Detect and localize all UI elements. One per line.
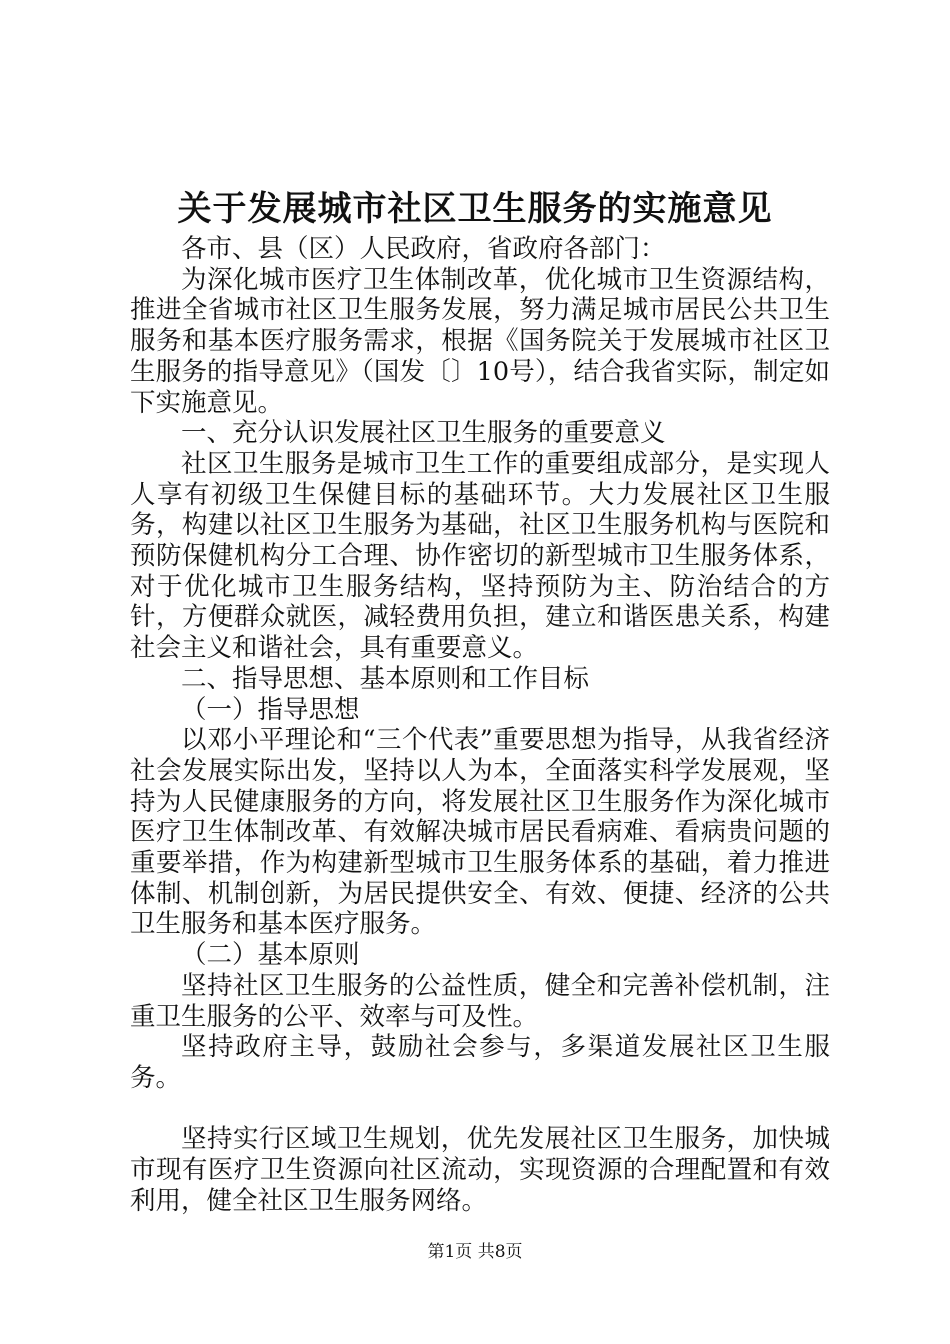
guiding-ideology-paragraph: 以邓小平理论和“三个代表”重要思想为指导，从我省经济社会发展实际出发，坚持以人为本，全面落实科学发展观，坚持为人民健康服务的方向，将发展社区卫生服务作为深化城市医疗卫生体制改革、有效解决城市居民看病难、看病贵问题的重要举措，作为构建新型城市卫生服务体系的基础，着力推进体制、机制创新，为居民提供安全、有效、便捷、经济的公共卫生服务和基本医疗服务。 xyxy=(130,725,830,940)
intro-paragraph: 为深化城市医疗卫生体制改革，优化城市卫生资源结构，推进全省城市社区卫生服务发展，努力满足城市居民公共卫生服务和基本医疗服务需求，根据《国务院关于发展城市社区卫生服务的指导意见》（国发〔〕10号），结合我省实际，制定如下实施意见。 xyxy=(130,264,830,418)
page-footer: 第1页 共8页 xyxy=(427,1242,523,1262)
principle-paragraph-3: 坚持实行区域卫生规划，优先发展社区卫生服务，加快城市现有医疗卫生资源向社区流动，实现资源的合理配置和有效利用，健全社区卫生服务网络。 xyxy=(130,1124,830,1216)
document-body xyxy=(130,234,830,1216)
section-heading-2: 二、指导思想、基本原则和工作目标 xyxy=(181,663,590,694)
principle-paragraph-1: 坚持社区卫生服务的公益性质，健全和完善补偿机制，注重卫生服务的公平、效率与可及性。 xyxy=(130,970,830,1032)
document-title: 关于发展城市社区卫生服务的实施意见 xyxy=(177,189,773,229)
subheading-guiding-ideology: （一）指导思想 xyxy=(181,694,360,725)
salutation-paragraph: 各市、县（区）人民政府，省政府各部门： xyxy=(181,234,666,264)
principle-paragraph-2: 坚持政府主导，鼓励社会参与，多渠道发展社区卫生服务。 xyxy=(130,1032,830,1093)
section-heading-1: 一、充分认识发展社区卫生服务的重要意义 xyxy=(181,418,666,449)
subheading-basic-principles: （二）基本原则 xyxy=(181,940,360,971)
section-1-paragraph: 社区卫生服务是城市卫生工作的重要组成部分，是实现人人享有初级卫生保健目标的基础环节。大力发展社区卫生服务，构建以社区卫生服务为基础，社区卫生服务机构与医院和预防保健机构分工合理、协作密切的新型城市卫生服务体系，对于优化城市卫生服务结构，坚持预防为主、防治结合的方针，方便群众就医，减轻费用负担，建立和谐医患关系，构建社会主义和谐社会，具有重要意义。 xyxy=(130,448,830,664)
